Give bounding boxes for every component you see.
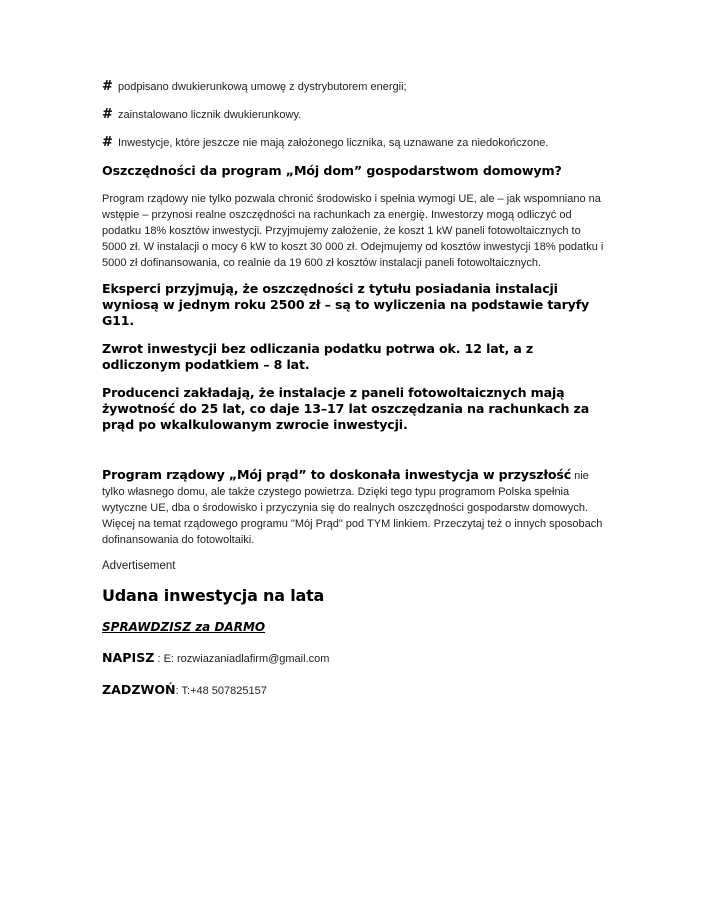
spacer [102,445,607,467]
bullet-text: zainstalowano licznik dwukierunkowy. [117,109,302,121]
bold-statement-savings: Eksperci przyjmują, że oszczędności z tytułu posiadania instalacji wyniosą w jednym roku 2500 zł – są to wyliczenia na podstawie taryfy G11. [102,281,590,328]
write-label: NAPISZ [102,650,155,665]
closing-paragraph [102,467,607,548]
contact-email [102,649,607,667]
section-heading: Oszczędności da program „Mój dom” gospodarstwom domowym? [102,163,562,178]
bullet-text: podpisano dwukierunkową umowę z dystrybutorem energii; [117,81,407,93]
bullet-item [102,107,607,123]
advertisement-label: Advertisement [102,560,176,572]
document-page [102,79,607,713]
bullet-item [102,79,607,95]
closing-lead: Program rządowy „Mój prąd” to doskonała inwestycja w przyszłość [102,467,572,482]
bold-statement-return: Zwrot inwestycji bez odliczania podatku potrwa ok. 12 lat, a z odliczonym podatkiem – 8 lat. [102,341,534,372]
hash-marker: # [102,107,113,122]
check-free-link[interactable]: SPRAWDZISZ za DARMO [102,620,266,634]
contact-phone [102,681,607,699]
bullet-text: Inwestycje, które jeszcze nie mają założonego licznika, są uznawane za niedokończone. [117,137,549,149]
hash-marker: # [102,79,113,94]
call-label: ZADZWOŃ [102,682,176,697]
section-paragraph: Program rządowy nie tylko pozwala chronić środowisko i spełnia wymogi UE, ale – jak wspomniano na wstępie – przynosi realne oszczędności na rachunkach za energię. Inwestorzy mogą odliczyć od podatku 18% kosztów inwestycji. Przyjmujemy założenie, że koszt 1 kW paneli fotowoltaicznych to 5000 zł. W instalacji o mocy 6 kW to koszt 30 000 zł. Odejmujemy od kosztów inwestycji 18% podatku i 5000 zł dofinansowania, co realnie da 19 600 zł kosztów instalacji paneli fotowoltaicznych. [102,193,604,269]
phone-value[interactable]: : T:+48 507825157 [175,685,267,697]
bullet-item [102,135,607,151]
email-value[interactable]: : E: rozwiazaniadlafirm@gmail.com [154,653,330,665]
bold-statement-lifetime: Producenci zakładają, że instalacje z paneli fotowoltaicznych mają żywotność do 25 lat, co daje 13–17 lat oszczędzania na rachunkach za prąd po wkalkulowanym zwrocie inwestycji. [102,385,590,432]
ad-title: Udana inwestycja na lata [102,586,325,605]
hash-marker: # [102,135,113,150]
closing-rest: nie tylko własnego domu, ale także czystego powietrza. Dzięki tego typu programom Polska spełnia wytyczne UE, dba o środowisko i przyczynia się do realnych oszczędności gospodarstw domowych. Więcej na temat rządowego programu "Mój Prąd" pod TYM linkiem. Przeczytaj też o innych sposobach dofinansowania do fotowoltaiki. [102,470,603,546]
